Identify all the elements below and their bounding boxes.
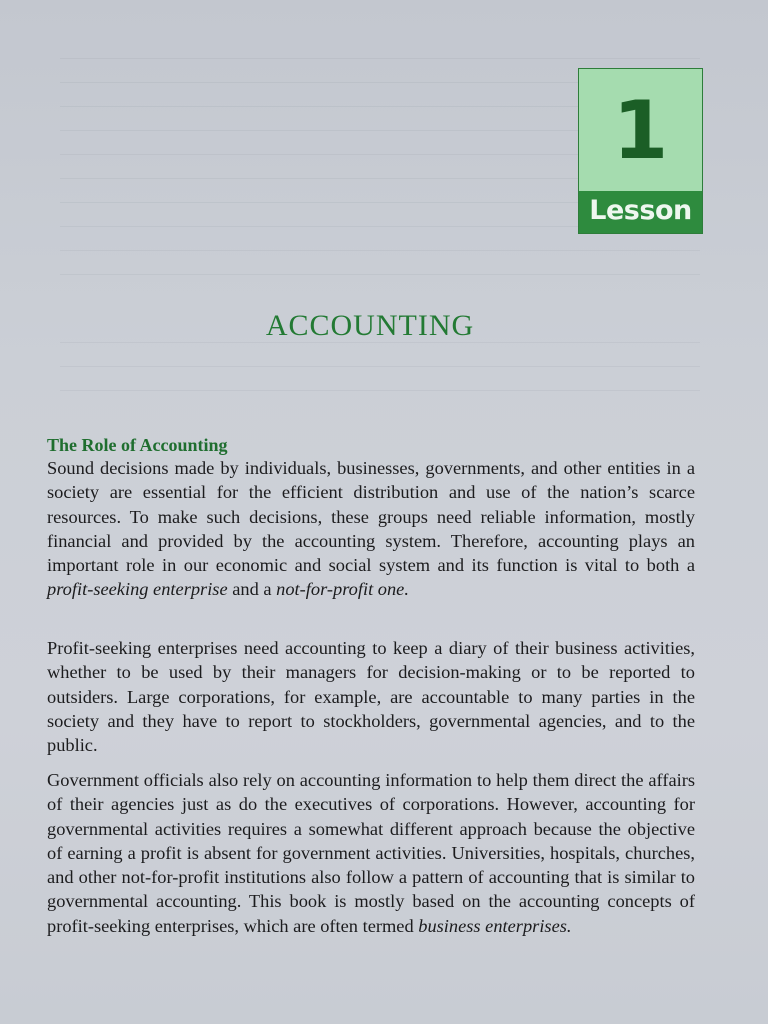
section-heading: The Role of Accounting	[47, 435, 228, 455]
paragraph-1-text-mid: and a	[227, 579, 277, 600]
show-through-line	[60, 366, 700, 367]
show-through-line	[60, 390, 700, 391]
chapter-title: ACCOUNTING	[265, 309, 475, 342]
lesson-number: 1	[612, 84, 669, 177]
paragraph-3	[47, 768, 695, 938]
paragraph-1-emphasis-1: profit-seeking enterprise	[47, 579, 228, 600]
lesson-label-bar	[579, 191, 702, 233]
paragraph-3-emphasis: business enterprises.	[418, 915, 572, 936]
paragraph-1	[47, 456, 695, 602]
paragraph-1-emphasis-2: not-for-profit one.	[276, 579, 409, 600]
show-through-line	[60, 250, 700, 251]
lesson-badge	[578, 68, 703, 234]
paragraph-3-text: Government officials also rely on accounting information to help them direct the affairs of their agencies just as do the executives of corporations. However, accounting for governmental activities requires a somewhat different approach because the objective of earning a profit is absent for government activities. Universities, hospitals, churches, and other not-for-profit institutions also follow a pattern of accounting that is similar to governmental accounting. This book is mostly based on the accounting concepts of profit-seeking enterprises, which are often termed	[47, 770, 695, 936]
show-through-line	[60, 58, 700, 59]
show-through-line	[60, 274, 700, 275]
paragraph-1-text: Sound decisions made by individuals, businesses, governments, and other entities in a society are essential for the efficient distribution and use of the nation’s scarce resources. To make such decisions, these groups need reliable information, mostly financial and provided by the accounting system. Therefore, accounting plays an important role in our economic and social system and its function is vital to both a	[47, 458, 695, 576]
paragraph-2: Profit-seeking enterprises need accounting to keep a diary of their business activities, whether to be used by their managers for decision-making or to be reported to outsiders. Large corporations, for example, are accountable to many parties in the society and they have to report to stockholders, governmental agencies, and to the public.	[47, 638, 695, 756]
lesson-label: Lesson	[589, 195, 692, 226]
